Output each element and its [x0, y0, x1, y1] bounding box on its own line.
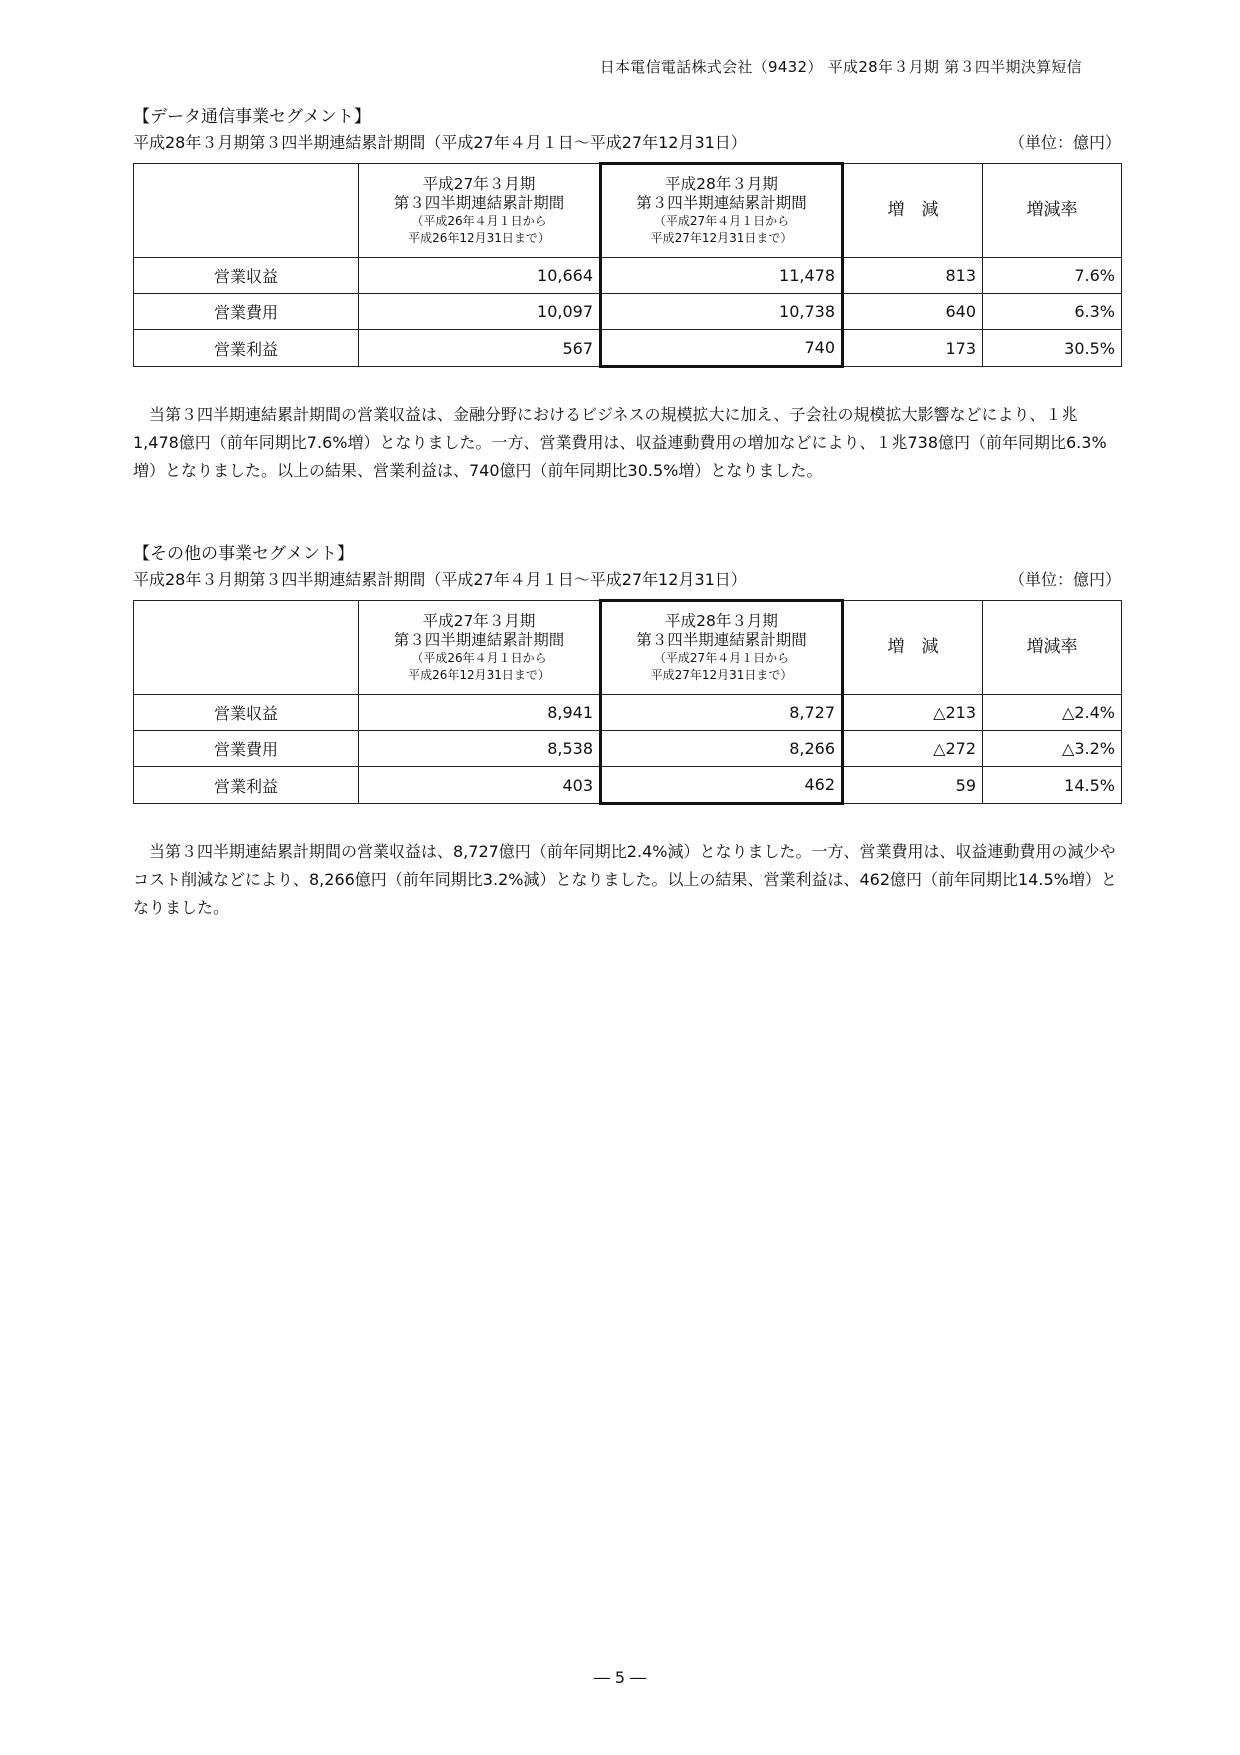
- header-prev-period: [359, 164, 601, 258]
- section-paragraph: 当第３四半期連結累計期間の営業収益は、8,727億円（前年同期比2.4%減）となりました。一方、営業費用は、収益連動費用の減少やコスト削減などにより、8,266億円（前年同期比3.2%減）となりました。以上の結果、営業利益は、462億円（前年同期比14.5%増）となりました。: [133, 842, 1117, 917]
- cell-prev: 8,941: [359, 695, 601, 731]
- segment-section-data-communications: [133, 104, 1121, 368]
- cell-change: 59: [843, 767, 983, 804]
- header-prev-sub-1: （平成26年４月１日から: [411, 213, 547, 228]
- cell-rate: 6.3%: [983, 294, 1122, 330]
- table-row: [134, 294, 1122, 330]
- header-prev-sub-2: 平成26年12月31日まで）: [408, 230, 550, 245]
- cell-curr: 462: [601, 767, 843, 804]
- cell-curr: 8,727: [601, 695, 843, 731]
- header-blank-cell: [134, 601, 359, 695]
- header-curr-sub-2: 平成27年12月31日まで）: [650, 231, 793, 245]
- cell-rate: △3.2%: [983, 731, 1122, 767]
- header-prev-main-2: 第３四半期連結累計期間: [393, 630, 565, 649]
- cell-prev: 10,664: [359, 258, 601, 294]
- header-rate: 増減率: [983, 601, 1122, 695]
- page-number: ― 5 ―: [593, 1668, 647, 1687]
- table-row: [134, 767, 1122, 804]
- cell-prev: 8,538: [359, 731, 601, 767]
- cell-curr: 11,478: [601, 258, 843, 294]
- document-header: 日本電信電話株式会社（9432） 平成28年３月期 第３四半期決算短信: [599, 58, 1082, 76]
- cell-prev: 10,097: [359, 294, 601, 330]
- period-row: [133, 567, 1121, 593]
- table-row: [134, 258, 1122, 294]
- header-curr-main-1: 平成28年３月期: [665, 612, 778, 630]
- row-label: 営業収益: [134, 695, 359, 731]
- header-change: 増 減: [843, 164, 983, 258]
- segment-section-other: [133, 541, 1121, 805]
- table-row: [134, 731, 1122, 767]
- header-curr-main-2: 第３四半期連結累計期間: [636, 631, 807, 649]
- table-row: [134, 695, 1122, 731]
- header-curr-main-1: 平成28年３月期: [665, 175, 778, 193]
- header-prev-main-1: 平成27年３月期: [422, 611, 536, 630]
- header-blank-cell: [134, 164, 359, 258]
- cell-rate: 14.5%: [983, 767, 1122, 804]
- table-header-row: [134, 601, 1122, 695]
- section-paragraph: 当第３四半期連結累計期間の営業収益は、金融分野におけるビジネスの規模拡大に加え、子会社の規模拡大影響などにより、１兆1,478億円（前年同期比7.6%増）となりました。一方、営業費用は、収益連動費用の増加などにより、１兆738億円（前年同期比6.3%増）となりました。以上の結果、営業利益は、740億円（前年同期比30.5%増）となりました。: [133, 405, 1107, 480]
- header-prev-main-1: 平成27年３月期: [422, 174, 536, 193]
- header-prev-sub-1: （平成26年４月１日から: [411, 650, 547, 665]
- header-change: 増 減: [843, 601, 983, 695]
- cell-change: △272: [843, 731, 983, 767]
- header-curr-period: [601, 164, 843, 258]
- cell-curr: 740: [601, 330, 843, 367]
- cell-change: △213: [843, 695, 983, 731]
- period-label: 平成28年３月期第３四半期連結累計期間（平成27年４月１日～平成27年12月31日）: [133, 133, 747, 152]
- header-prev-period: [359, 601, 601, 695]
- header-curr-sub-1: （平成27年４月１日から: [653, 651, 790, 665]
- cell-curr: 8,266: [601, 731, 843, 767]
- table-header-row: [134, 164, 1122, 258]
- header-prev-main-2: 第３四半期連結累計期間: [393, 193, 565, 212]
- section-title: 【その他の事業セグメント】: [133, 544, 354, 564]
- cell-curr: 10,738: [601, 294, 843, 330]
- cell-change: 640: [843, 294, 983, 330]
- cell-change: 173: [843, 330, 983, 367]
- row-label: 営業利益: [134, 330, 359, 367]
- row-label: 営業費用: [134, 731, 359, 767]
- segment-table: [133, 162, 1122, 368]
- section-title: 【データ通信事業セグメント】: [133, 107, 371, 127]
- cell-rate: 7.6%: [983, 258, 1122, 294]
- table-row: [134, 330, 1122, 367]
- header-curr-main-2: 第３四半期連結累計期間: [636, 194, 807, 212]
- cell-rate: 30.5%: [983, 330, 1122, 367]
- row-label: 営業費用: [134, 294, 359, 330]
- header-curr-sub-1: （平成27年４月１日から: [653, 214, 790, 228]
- period-label: 平成28年３月期第３四半期連結累計期間（平成27年４月１日～平成27年12月31日）: [133, 570, 747, 589]
- cell-prev: 403: [359, 767, 601, 804]
- cell-prev: 567: [359, 330, 601, 367]
- unit-label: （単位：億円）: [1008, 133, 1121, 152]
- header-curr-sub-2: 平成27年12月31日まで）: [650, 668, 793, 682]
- segment-table: [133, 599, 1122, 805]
- cell-change: 813: [843, 258, 983, 294]
- period-row: [133, 130, 1121, 156]
- header-prev-sub-2: 平成26年12月31日まで）: [408, 667, 550, 682]
- row-label: 営業収益: [134, 258, 359, 294]
- header-rate: 増減率: [983, 164, 1122, 258]
- unit-label: （単位：億円）: [1008, 570, 1121, 589]
- cell-rate: △2.4%: [983, 695, 1122, 731]
- header-curr-period: [601, 601, 843, 695]
- row-label: 営業利益: [134, 767, 359, 804]
